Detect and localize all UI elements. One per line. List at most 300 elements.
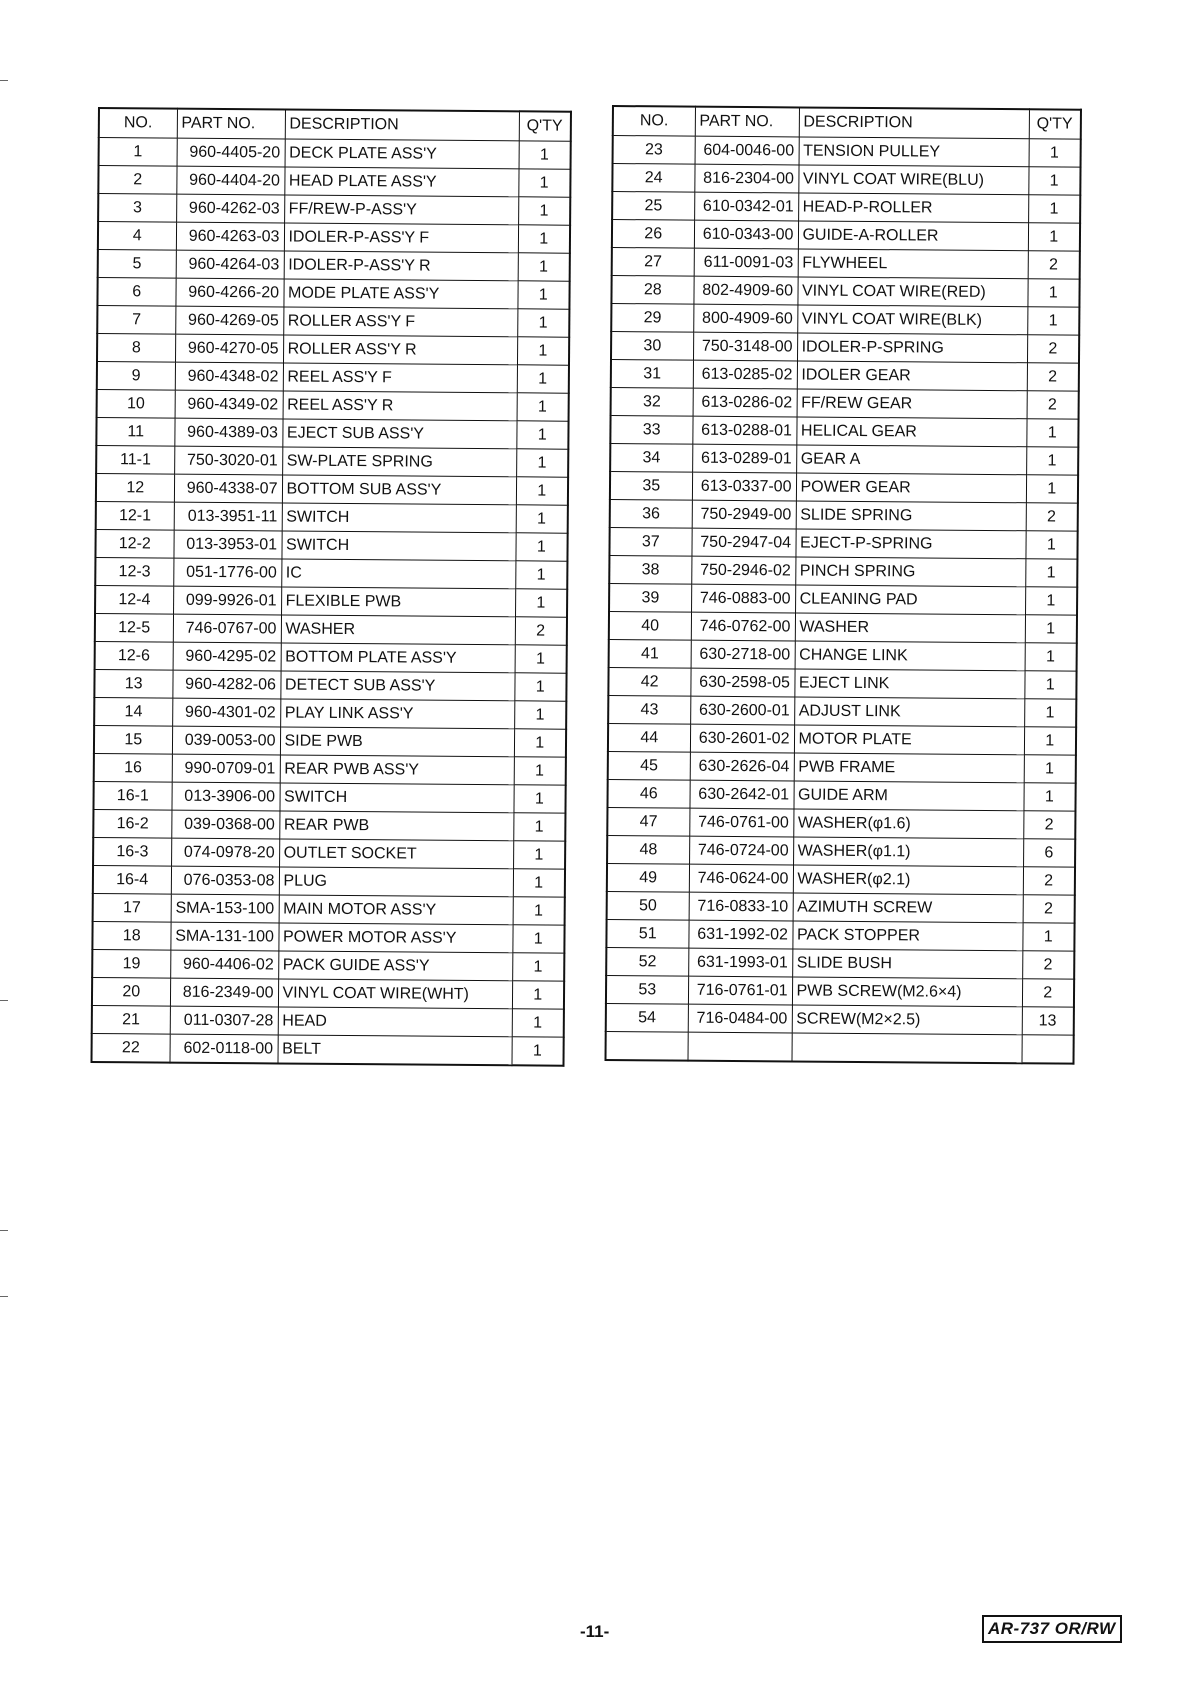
cell-no: 25 (612, 192, 694, 221)
cell-qty: 1 (1029, 139, 1081, 167)
cell-qty: 1 (513, 813, 565, 841)
cell-qty: 1 (516, 421, 568, 449)
table-row (611, 276, 1079, 308)
cell-no: 21 (92, 1005, 170, 1034)
cell-no: 19 (92, 949, 170, 978)
cell-description: EJECT-P-SPRING (795, 529, 1025, 559)
cell-no: 45 (608, 751, 690, 780)
cell-description: WASHER (281, 615, 515, 645)
cell-no: 47 (607, 807, 689, 836)
column-header-no: NO. (99, 108, 177, 138)
table-row (612, 220, 1080, 252)
cell-part-no: 800-4909-60 (693, 304, 797, 333)
table-row (95, 529, 567, 561)
cell-description: CLEANING PAD (795, 585, 1025, 615)
table-row (92, 949, 564, 981)
cell-part-no: 076-0353-08 (171, 866, 279, 895)
cell-description: PLAY LINK ASS'Y (280, 699, 514, 729)
cell-description: IDOLER GEAR (797, 361, 1027, 391)
table-row (94, 697, 566, 729)
cell-no: 20 (92, 977, 170, 1006)
cell-no: 16-1 (93, 781, 171, 810)
table-row (94, 753, 566, 785)
cell-part-no: 960-4348-02 (175, 362, 283, 391)
table-row (92, 1005, 564, 1037)
cell-description: PINCH SPRING (795, 557, 1025, 587)
cell-no: 26 (612, 220, 694, 249)
cell-part-no: 611-0091-03 (694, 248, 798, 277)
cell-part-no: 631-1992-02 (688, 920, 792, 949)
cell-no: 49 (607, 863, 689, 892)
table-row (613, 136, 1081, 168)
cell-qty: 1 (1025, 615, 1077, 643)
cell-qty: 1 (1028, 167, 1080, 195)
cell-qty: 1 (512, 1009, 564, 1037)
cell-description: EJECT SUB ASS'Y (282, 419, 516, 449)
cell-no: 16-2 (93, 809, 171, 838)
cell-qty: 1 (518, 253, 570, 281)
cell-qty: 2 (1023, 895, 1075, 923)
cell-description: GUIDE-A-ROLLER (798, 221, 1028, 251)
cell-description: IDOLER-P-ASS'Y R (284, 251, 518, 281)
cell-qty: 1 (1025, 643, 1077, 671)
cell-qty: 1 (1028, 223, 1080, 251)
cell-qty: 2 (1028, 251, 1080, 279)
cell-part-no: 750-3020-01 (174, 446, 282, 475)
cell-qty: 1 (1024, 755, 1076, 783)
cell-description: BELT (277, 1035, 511, 1065)
cell-part-no: 099-9926-01 (173, 586, 281, 615)
cell-description: SWITCH (282, 503, 516, 533)
cell-no: 50 (607, 891, 689, 920)
cell-description: ROLLER ASS'Y F (283, 307, 517, 337)
cell-part-no: 960-4266-20 (175, 278, 283, 307)
cell-no: 2 (98, 166, 176, 195)
cell-part-no: 013-3951-11 (174, 502, 282, 531)
cell-qty: 2 (1026, 503, 1078, 531)
column-header-qty: Q'TY (519, 111, 571, 141)
cell-no: 34 (610, 443, 692, 472)
cell-no: 52 (606, 947, 688, 976)
table-row (609, 611, 1077, 643)
cell-no: 30 (611, 332, 693, 361)
cell-no: 46 (607, 779, 689, 808)
table-row (610, 415, 1078, 447)
cell-part-no: 630-2598-05 (690, 668, 794, 697)
table-row (612, 192, 1080, 224)
cell-part-no: 630-2626-04 (690, 752, 794, 781)
cell-no: 16-4 (93, 865, 171, 894)
cell-description: PWB FRAME (794, 753, 1024, 783)
cell-part-no: 610-0343-00 (694, 220, 798, 249)
cell-part-no: 613-0337-00 (692, 472, 796, 501)
cell-no: 12-4 (95, 585, 173, 614)
cell-part-no: SMA-153-100 (171, 894, 279, 923)
table-row (96, 445, 568, 477)
cell-no: 12-2 (95, 529, 173, 558)
table-row (97, 306, 569, 338)
cell-description: WASHER (795, 613, 1025, 643)
cell-part-no: 750-3148-00 (693, 332, 797, 361)
cell-no: 38 (609, 555, 691, 584)
table-row (97, 334, 569, 366)
cell-description: SW-PLATE SPRING (282, 447, 516, 477)
cell-description: BOTTOM SUB ASS'Y (282, 475, 516, 505)
cell-part-no: 746-0624-00 (689, 864, 793, 893)
cell-no: 28 (611, 276, 693, 305)
table-row (612, 248, 1080, 280)
cell-part-no: 630-2718-00 (691, 640, 795, 669)
cell-qty: 1 (511, 1037, 563, 1066)
cell-no: 14 (94, 697, 172, 726)
table-row (98, 194, 570, 226)
table-row (98, 166, 570, 198)
cell-qty: 1 (514, 673, 566, 701)
table-row (92, 921, 564, 953)
cell-part-no: 960-4295-02 (173, 642, 281, 671)
cell-no: 23 (613, 136, 695, 165)
table-row (93, 865, 565, 897)
cell-part-no: 613-0288-01 (692, 416, 796, 445)
cell-description: FLEXIBLE PWB (281, 587, 515, 617)
cell-no: 54 (606, 1003, 688, 1032)
table-row (611, 387, 1079, 419)
table-row (612, 164, 1080, 196)
table-row (610, 471, 1078, 503)
cell-no: 8 (97, 334, 175, 363)
cell-part-no: 613-0285-02 (693, 360, 797, 389)
cell-qty: 1 (515, 533, 567, 561)
table-row (96, 501, 568, 533)
table-row (606, 919, 1074, 951)
cell-qty: 1 (1024, 727, 1076, 755)
cell-part-no: 051-1776-00 (173, 558, 281, 587)
cell-qty: 13 (1022, 1007, 1074, 1035)
table-row (95, 641, 567, 673)
cell-no: 12-5 (95, 613, 173, 642)
cell-no: 35 (610, 471, 692, 500)
table-row (92, 977, 564, 1009)
cell-part-no: 630-2601-02 (690, 724, 794, 753)
table-header-row (99, 108, 571, 141)
cell-qty: 2 (1023, 867, 1075, 895)
cell-part-no: 960-4282-06 (172, 670, 280, 699)
table-row (96, 417, 568, 449)
cell-no: 17 (93, 893, 171, 922)
cell-part-no: 716-0484-00 (688, 1004, 792, 1033)
cell-part-no: 602-0118-00 (169, 1034, 277, 1063)
table-row (95, 557, 567, 589)
table-row (97, 278, 569, 310)
table-row (606, 1003, 1074, 1035)
cell-part-no: 630-2600-01 (690, 696, 794, 725)
table-row (608, 751, 1076, 783)
table-row (95, 585, 567, 617)
cell-qty: 1 (517, 309, 569, 337)
cell-description: FLYWHEEL (798, 249, 1028, 279)
cell-part-no: 630-2642-01 (689, 780, 793, 809)
cell-no: 12-1 (96, 501, 174, 530)
cell-no: 1 (99, 138, 177, 167)
cell-no: 53 (606, 975, 688, 1004)
cell-qty: 1 (513, 897, 565, 925)
cell-no: 51 (606, 919, 688, 948)
cell-qty: 1 (1028, 195, 1080, 223)
column-header-part-no: PART NO. (177, 109, 285, 139)
cell-part-no: 631-1993-01 (688, 948, 792, 977)
cell-qty: 1 (516, 477, 568, 505)
cell-qty: 1 (1026, 475, 1078, 503)
table-row (611, 304, 1079, 336)
cell-qty: 1 (1026, 447, 1078, 475)
cell-description: IDOLER-P-SPRING (797, 333, 1027, 363)
page-number: -11- (580, 1622, 610, 1641)
cell-no: 6 (97, 278, 175, 307)
cell-description: PACK STOPPER (792, 921, 1022, 951)
table-row (97, 362, 569, 394)
cell-part-no: 750-2949-00 (692, 500, 796, 529)
cell-qty: 1 (513, 841, 565, 869)
cell-part-no: 613-0289-01 (692, 444, 796, 473)
cell-qty: 1 (512, 981, 564, 1009)
cell-qty: 6 (1023, 839, 1075, 867)
cell-description: PACK GUIDE ASS'Y (278, 951, 512, 981)
cell-description: WASHER(φ1.6) (793, 809, 1023, 839)
cell-qty: 2 (1027, 335, 1079, 363)
cell-part-no: 960-4349-02 (175, 390, 283, 419)
cell-description: GUIDE ARM (793, 781, 1023, 811)
cell-description: REAR PWB (279, 811, 513, 841)
cell-no: 11 (96, 417, 174, 446)
table-row (97, 389, 569, 421)
cell-no: 43 (608, 695, 690, 724)
table-row (91, 1033, 563, 1065)
cell-qty (1021, 1035, 1073, 1064)
cell-part-no: 716-0833-10 (689, 892, 793, 921)
cell-description: REEL ASS'Y R (283, 391, 517, 421)
table-row (608, 695, 1076, 727)
scan-mark (0, 80, 8, 81)
cell-no: 41 (609, 639, 691, 668)
cell-no: 5 (98, 250, 176, 279)
cell-description: SWITCH (279, 783, 513, 813)
parts-table-left (90, 107, 571, 1067)
table-row (611, 332, 1079, 364)
cell-qty: 1 (513, 869, 565, 897)
cell-no: 22 (91, 1033, 169, 1062)
cell-qty: 1 (516, 449, 568, 477)
cell-description: DECK PLATE ASS'Y (285, 139, 519, 169)
cell-part-no: 960-4338-07 (174, 474, 282, 503)
cell-part-no: 013-3953-01 (173, 530, 281, 559)
cell-description: MODE PLATE ASS'Y (283, 279, 517, 309)
table-row (95, 613, 567, 645)
cell-qty: 1 (514, 729, 566, 757)
cell-part-no: 960-4406-02 (170, 950, 278, 979)
cell-description: VINYL COAT WIRE(BLU) (798, 165, 1028, 195)
cell-no: 42 (608, 667, 690, 696)
cell-no: 16 (94, 753, 172, 782)
parts-table-right (604, 105, 1081, 1065)
cell-part-no: 990-0709-01 (172, 754, 280, 783)
cell-description: FF/REW-P-ASS'Y (284, 195, 518, 225)
table-row (608, 723, 1076, 755)
table-row (606, 947, 1074, 979)
table-row (609, 639, 1077, 671)
table-row (98, 222, 570, 254)
cell-part-no: 746-0762-00 (691, 612, 795, 641)
cell-no: 24 (612, 164, 694, 193)
cell-description: OUTLET SOCKET (279, 839, 513, 869)
cell-qty: 1 (1023, 783, 1075, 811)
cell-description: EJECT LINK (794, 669, 1024, 699)
column-header-qty: Q'TY (1029, 109, 1081, 139)
cell-description: SLIDE BUSH (792, 949, 1022, 979)
cell-qty: 2 (1022, 979, 1074, 1007)
cell-qty: 1 (516, 505, 568, 533)
cell-description: FF/REW GEAR (797, 389, 1027, 419)
cell-no: 7 (97, 306, 175, 335)
cell-qty: 1 (1025, 531, 1077, 559)
table-row (93, 809, 565, 841)
cell-description: GEAR A (796, 445, 1026, 475)
cell-part-no (687, 1032, 791, 1061)
cell-qty: 1 (515, 645, 567, 673)
column-header-part-no: PART NO. (695, 107, 799, 137)
cell-qty: 1 (515, 589, 567, 617)
cell-description: REAR PWB ASS'Y (280, 755, 514, 785)
cell-part-no: 960-4301-02 (172, 698, 280, 727)
cell-part-no: 960-4264-03 (176, 250, 284, 279)
cell-description: HELICAL GEAR (796, 417, 1026, 447)
table-row (93, 781, 565, 813)
table-row (96, 473, 568, 505)
cell-part-no: 816-2349-00 (170, 978, 278, 1007)
cell-description: PLUG (279, 867, 513, 897)
cell-description: BOTTOM PLATE ASS'Y (281, 643, 515, 673)
table-header-row (613, 106, 1081, 139)
table-row (98, 250, 570, 282)
cell-no: 3 (98, 194, 176, 223)
cell-part-no: 746-0761-00 (689, 808, 793, 837)
cell-qty: 1 (518, 197, 570, 225)
cell-description: SWITCH (281, 531, 515, 561)
cell-description (791, 1033, 1021, 1063)
cell-part-no: 802-4909-60 (693, 276, 797, 305)
cell-qty: 2 (1022, 951, 1074, 979)
cell-description: REEL ASS'Y F (283, 363, 517, 393)
cell-part-no: 750-2947-04 (691, 528, 795, 557)
table-row (611, 360, 1079, 392)
table-row (607, 891, 1075, 923)
cell-qty: 1 (518, 169, 570, 197)
cell-part-no: 074-0978-20 (171, 838, 279, 867)
cell-qty: 1 (1025, 587, 1077, 615)
cell-part-no: 039-0053-00 (172, 726, 280, 755)
cell-part-no: 716-0761-01 (688, 976, 792, 1005)
cell-qty: 2 (1023, 811, 1075, 839)
cell-description: PWB SCREW(M2.6×4) (792, 977, 1022, 1007)
cell-no: 13 (94, 669, 172, 698)
cell-description: VINYL COAT WIRE(BLK) (797, 305, 1027, 335)
cell-description: IDOLER-P-ASS'Y F (284, 223, 518, 253)
cell-qty: 2 (1027, 391, 1079, 419)
cell-qty: 1 (1026, 419, 1078, 447)
cell-description: HEAD (278, 1007, 512, 1037)
cell-no: 12 (96, 473, 174, 502)
cell-part-no: 610-0342-01 (694, 192, 798, 221)
table-row (606, 975, 1074, 1007)
column-header-description: DESCRIPTION (285, 109, 519, 140)
cell-no: 40 (609, 611, 691, 640)
cell-qty: 1 (517, 281, 569, 309)
scan-mark (0, 1000, 8, 1001)
cell-no: 39 (609, 583, 691, 612)
table-row (93, 837, 565, 869)
cell-no: 36 (610, 499, 692, 528)
table-row (610, 443, 1078, 475)
column-header-description: DESCRIPTION (799, 107, 1029, 138)
cell-description: ADJUST LINK (794, 697, 1024, 727)
cell-qty: 1 (515, 561, 567, 589)
cell-no: 31 (611, 360, 693, 389)
cell-part-no: SMA-131-100 (170, 922, 278, 951)
table-row (609, 555, 1077, 587)
cell-no: 37 (609, 527, 691, 556)
cell-no: 44 (608, 723, 690, 752)
cell-description: VINYL COAT WIRE(WHT) (278, 979, 512, 1009)
cell-no: 12-6 (95, 641, 173, 670)
cell-part-no: 960-4263-03 (176, 222, 284, 251)
cell-qty: 1 (513, 785, 565, 813)
cell-part-no: 960-4269-05 (175, 306, 283, 335)
cell-no: 18 (92, 921, 170, 950)
table-row (609, 527, 1077, 559)
cell-description: IC (281, 559, 515, 589)
cell-no (605, 1031, 687, 1060)
cell-part-no: 960-4404-20 (176, 166, 284, 195)
cell-no: 9 (97, 362, 175, 391)
cell-part-no: 011-0307-28 (170, 1006, 278, 1035)
cell-description: SCREW(M2×2.5) (792, 1005, 1022, 1035)
cell-qty: 2 (1027, 363, 1079, 391)
cell-description: POWER MOTOR ASS'Y (278, 923, 512, 953)
cell-part-no: 746-0767-00 (173, 614, 281, 643)
cell-description: SIDE PWB (280, 727, 514, 757)
cell-qty: 1 (1025, 559, 1077, 587)
scan-mark (0, 1296, 8, 1297)
cell-qty: 1 (1024, 671, 1076, 699)
cell-description: ROLLER ASS'Y R (283, 335, 517, 365)
cell-no: 33 (610, 415, 692, 444)
cell-description: WASHER(φ1.1) (793, 837, 1023, 867)
cell-part-no: 746-0724-00 (689, 836, 793, 865)
cell-qty: 1 (512, 925, 564, 953)
table-row (607, 807, 1075, 839)
cell-part-no: 039-0368-00 (171, 810, 279, 839)
cell-no: 12-3 (95, 557, 173, 586)
table-row (607, 779, 1075, 811)
table-row (607, 863, 1075, 895)
cell-no: 48 (607, 835, 689, 864)
cell-qty: 1 (514, 757, 566, 785)
cell-no: 4 (98, 222, 176, 251)
cell-description: CHANGE LINK (795, 641, 1025, 671)
cell-description: POWER GEAR (796, 473, 1026, 503)
table-row (94, 669, 566, 701)
cell-description: DETECT SUB ASS'Y (280, 671, 514, 701)
table-row (609, 583, 1077, 615)
